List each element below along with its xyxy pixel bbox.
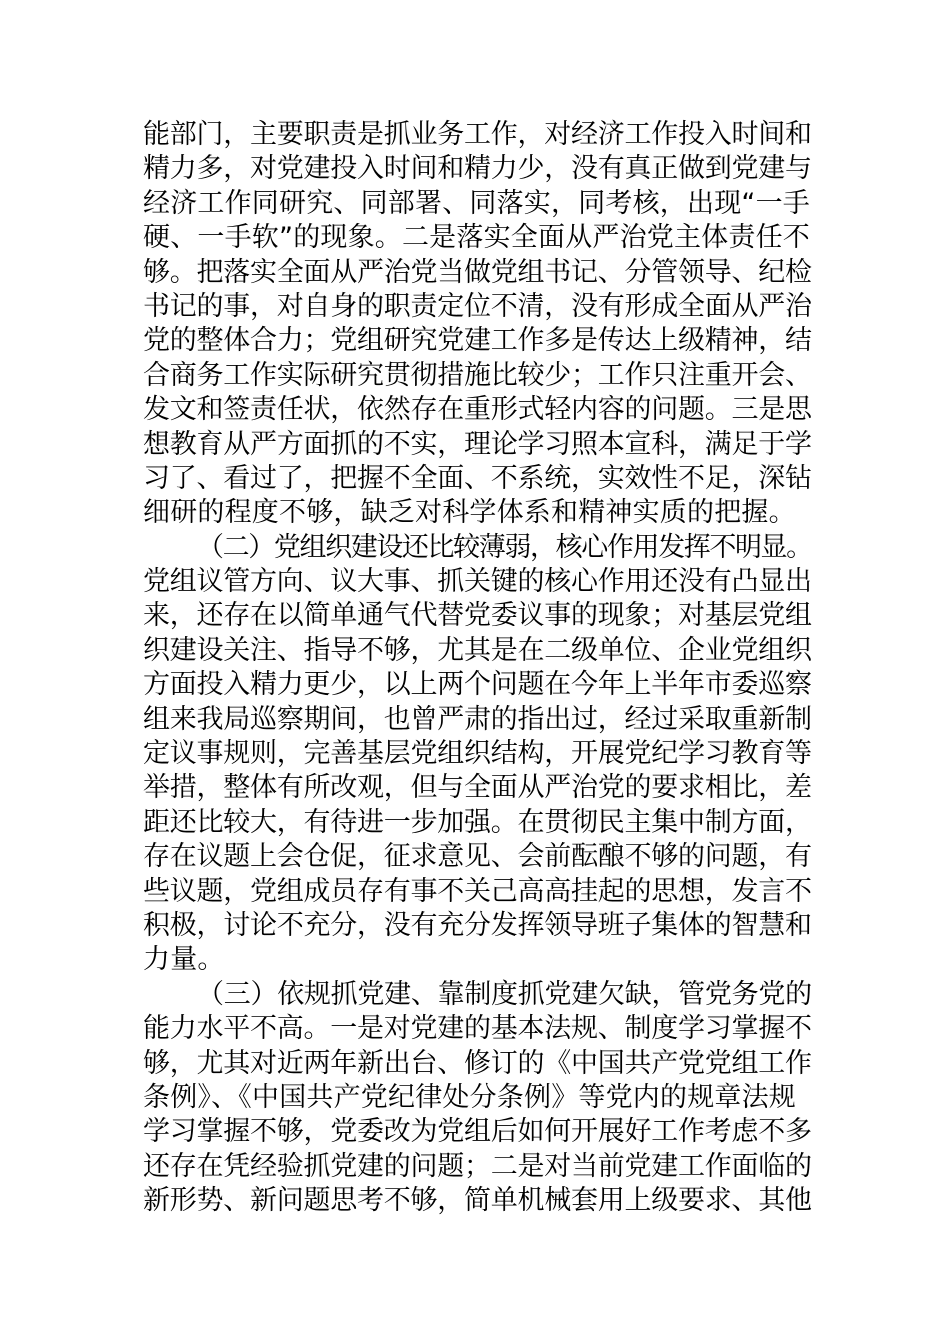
text-line: 力量。 [143, 944, 225, 976]
text-line: 学习掌握不够，党委改为党组后如何开展好工作考虑不多 [143, 1116, 812, 1148]
text-line: 党组议管方向、议大事、抓关键的核心作用还没有凸显出 [143, 566, 812, 598]
text-line: 积极，讨论不充分，没有充分发挥领导班子集体的智慧和 [143, 909, 812, 941]
text-line: 精力多，对党建投入时间和精力少，没有真正做到党建与 [143, 153, 812, 185]
text-line: 织建设关注、指导不够，尤其是在二级单位、企业党组织 [143, 634, 812, 666]
text-line: 条例》、《中国共产党纪律处分条例》等党内的规章法规 [143, 1081, 796, 1113]
text-line: 细研的程度不够，缺乏对科学体系和精神实质的把握。 [143, 497, 796, 529]
text-line: 党的整体合力；党组研究党建工作多是传达上级精神，结 [143, 325, 812, 357]
text-line: 新形势、新问题思考不够，简单机械套用上级要求、其他 [143, 1185, 812, 1217]
text-line: 来，还存在以简单通气代替党委议事的现象；对基层党组 [143, 600, 812, 632]
text-line: 够。把落实全面从严治党当做党组书记、分管领导、纪检 [143, 256, 812, 288]
text-line: 方面投入精力更少，以上两个问题在今年上半年市委巡察 [143, 669, 812, 701]
text-line: （三）依规抓党建、靠制度抓党建欠缺，管党务党的 [197, 978, 812, 1010]
text-line: （二）党组织建设还比较薄弱，核心作用发挥不明显。 [197, 531, 812, 563]
text-line: 能力水平不高。一是对党建的基本法规、制度学习掌握不 [143, 1013, 812, 1045]
text-line: 举措，整体有所改观，但与全面从严治党的要求相比，差 [143, 772, 812, 804]
text-line: 发文和签责任状，依然存在重形式轻内容的问题。三是思 [143, 394, 812, 426]
text-line: 些议题，党组成员存有事不关己高高挂起的思想，发言不 [143, 875, 812, 907]
text-line: 习了、看过了，把握不全面、不系统，实效性不足，深钻 [143, 462, 812, 494]
text-line: 组来我局巡察期间，也曾严肃的指出过，经过采取重新制 [143, 703, 812, 735]
document-body-text [143, 118, 813, 1219]
text-line: 能部门，主要职责是抓业务工作，对经济工作投入时间和 [143, 119, 812, 150]
text-line: 合商务工作实际研究贯彻措施比较少；工作只注重开会、 [143, 359, 812, 391]
text-line: 书记的事，对自身的职责定位不清，没有形成全面从严治 [143, 290, 812, 322]
text-line: 存在议题上会仓促，征求意见、会前酝酿不够的问题，有 [143, 841, 812, 873]
text-line: 经济工作同研究、同部署、同落实，同考核，出现“一手 [143, 187, 810, 219]
text-line: 还存在凭经验抓党建的问题；二是对当前党建工作面临的 [143, 1150, 812, 1182]
text-line: 距还比较大，有待进一步加强。在贯彻民主集中制方面， [143, 806, 812, 838]
text-line: 定议事规则，完善基层党组织结构，开展党纪学习教育等 [143, 738, 812, 770]
text-line: 够，尤其对近两年新出台、修订的《中国共产党党组工作 [143, 1047, 812, 1079]
text-line: 硬、一手软”的现象。二是落实全面从严治党主体责任不 [143, 222, 810, 254]
text-line: 想教育从严方面抓的不实，理论学习照本宣科，满足于学 [143, 428, 812, 460]
